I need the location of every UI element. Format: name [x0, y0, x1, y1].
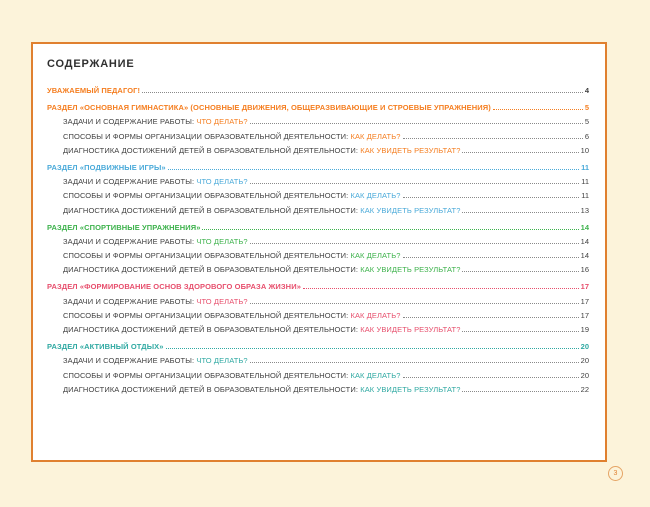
toc-entry-highlight: ЧТО ДЕЛАТЬ?	[196, 117, 248, 127]
dot-leader	[250, 362, 579, 363]
toc-entry-page: 22	[580, 384, 589, 394]
toc-entry-page: 11	[581, 177, 589, 187]
toc-entry-highlight: КАК УВИДЕТЬ РЕЗУЛЬТАТ?	[360, 145, 461, 155]
toc-item[interactable]	[47, 354, 589, 368]
toc-item[interactable]	[47, 175, 589, 189]
toc-entry-highlight: ЧТО ДЕЛАТЬ?	[196, 296, 248, 306]
dot-leader	[250, 303, 579, 304]
page-number: 3	[613, 470, 618, 477]
toc-entry-label: РАЗДЕЛ «АКТИВНЫЙ ОТДЫХ»	[47, 342, 164, 352]
toc-entry-highlight: ЧТО ДЕЛАТЬ?	[196, 356, 248, 366]
toc-entry-label: СПОСОБЫ И ФОРМЫ ОРГАНИЗАЦИИ ОБРАЗОВАТЕЛЬНОЙ ДЕЯТЕЛЬНОСТИ: КАК ДЕЛАТЬ?	[63, 370, 401, 380]
toc-entry-highlight: КАК УВИДЕТЬ РЕЗУЛЬТАТ?	[360, 325, 461, 334]
dot-leader	[462, 331, 578, 332]
toc-entry-page: 11	[581, 162, 589, 172]
dot-leader	[403, 257, 579, 258]
toc-item[interactable]	[47, 383, 589, 397]
toc-item[interactable]	[47, 130, 589, 144]
toc-entry-page: 14	[580, 222, 589, 232]
dot-leader	[168, 169, 579, 170]
toc-entry-label: ДИАГНОСТИКА ДОСТИЖЕНИЙ ДЕТЕЙ В ОБРАЗОВАТЕЛЬНОЙ ДЕЯТЕЛЬНОСТИ: КАК УВИДЕТЬ РЕЗУЛЬТАТ?	[63, 265, 461, 275]
dot-leader	[462, 212, 578, 213]
toc-entry-highlight: ЧТО ДЕЛАТЬ?	[196, 177, 248, 187]
toc-entry-label: РАЗДЕЛ «СПОРТИВНЫЕ УПРАЖНЕНИЯ»	[47, 222, 201, 232]
toc-entry-label: СПОСОБЫ И ФОРМЫ ОРГАНИЗАЦИИ ОБРАЗОВАТЕЛЬНОЙ ДЕЯТЕЛЬНОСТИ: КАК ДЕЛАТЬ?	[63, 131, 401, 141]
toc-list	[47, 84, 589, 397]
toc-entry-page: 13	[580, 205, 589, 215]
dot-leader	[403, 138, 583, 139]
toc-section-title[interactable]	[47, 161, 589, 175]
dot-leader	[462, 271, 578, 272]
dot-leader	[403, 377, 579, 378]
toc-entry-label: РАЗДЕЛ «ОСНОВНАЯ ГИМНАСТИКА» (ОСНОВНЫЕ ДВИЖЕНИЯ, ОБЩЕРАЗВИВАЮЩИЕ И СТРОЕВЫЕ УПРАЖНЕНИЯ)	[47, 103, 491, 113]
dot-leader	[202, 229, 578, 230]
toc-entry-label: СПОСОБЫ И ФОРМЫ ОРГАНИЗАЦИИ ОБРАЗОВАТЕЛЬНОЙ ДЕЯТЕЛЬНОСТИ: КАК ДЕЛАТЬ?	[63, 191, 401, 201]
toc-entry-label: ДИАГНОСТИКА ДОСТИЖЕНИЙ ДЕТЕЙ В ОБРАЗОВАТЕЛЬНОЙ ДЕЯТЕЛЬНОСТИ: КАК УВИДЕТЬ РЕЗУЛЬТАТ?	[63, 384, 461, 394]
dot-leader	[493, 109, 583, 110]
toc-entry-label: СПОСОБЫ И ФОРМЫ ОРГАНИЗАЦИИ ОБРАЗОВАТЕЛЬНОЙ ДЕЯТЕЛЬНОСТИ: КАК ДЕЛАТЬ?	[63, 310, 401, 320]
toc-entry-page: 19	[580, 325, 589, 334]
dot-leader	[250, 123, 583, 124]
toc-entry-label: РАЗДЕЛ «ФОРМИРОВАНИЕ ОСНОВ ЗДОРОВОГО ОБРАЗА ЖИЗНИ»	[47, 282, 301, 292]
dot-leader	[462, 391, 578, 392]
toc-section-title[interactable]	[47, 280, 589, 294]
toc-item[interactable]	[47, 189, 589, 203]
toc-entry-highlight: КАК УВИДЕТЬ РЕЗУЛЬТАТ?	[360, 205, 461, 215]
toc-item[interactable]	[47, 235, 589, 249]
dot-leader	[250, 243, 579, 244]
toc-entry-highlight: КАК ДЕЛАТЬ?	[350, 310, 401, 320]
toc-entry-highlight: ЧТО ДЕЛАТЬ?	[196, 236, 248, 246]
toc-item[interactable]	[47, 263, 589, 277]
toc-entry-page: 20	[580, 342, 589, 352]
toc-entry-page: 11	[581, 191, 589, 201]
toc-entry-page: 4	[584, 86, 589, 95]
toc-entry-page: 17	[580, 310, 589, 320]
dot-leader	[403, 317, 579, 318]
toc-entry-label: СПОСОБЫ И ФОРМЫ ОРГАНИЗАЦИИ ОБРАЗОВАТЕЛЬНОЙ ДЕЯТЕЛЬНОСТИ: КАК ДЕЛАТЬ?	[63, 251, 401, 261]
toc-entry-label: ДИАГНОСТИКА ДОСТИЖЕНИЙ ДЕТЕЙ В ОБРАЗОВАТЕЛЬНОЙ ДЕЯТЕЛЬНОСТИ: КАК УВИДЕТЬ РЕЗУЛЬТАТ?	[63, 325, 461, 334]
toc-entry-highlight: КАК ДЕЛАТЬ?	[350, 131, 401, 141]
dot-leader	[403, 197, 580, 198]
toc-entry-label: ЗАДАЧИ И СОДЕРЖАНИЕ РАБОТЫ: ЧТО ДЕЛАТЬ?	[63, 117, 248, 127]
toc-entry-label: ДИАГНОСТИКА ДОСТИЖЕНИЙ ДЕТЕЙ В ОБРАЗОВАТЕЛЬНОЙ ДЕЯТЕЛЬНОСТИ: КАК УВИДЕТЬ РЕЗУЛЬТАТ?	[63, 205, 461, 215]
toc-entry-page: 20	[580, 356, 589, 366]
toc-entry-page: 5	[584, 103, 589, 113]
page-title: СОДЕРЖАНИЕ	[47, 58, 135, 70]
toc-entry-label: ЗАДАЧИ И СОДЕРЖАНИЕ РАБОТЫ: ЧТО ДЕЛАТЬ?	[63, 356, 248, 366]
dot-leader	[250, 183, 580, 184]
toc-entry-label: РАЗДЕЛ «ПОДВИЖНЫЕ ИГРЫ»	[47, 162, 166, 172]
toc-item[interactable]	[47, 249, 589, 263]
toc-entry-label: ЗАДАЧИ И СОДЕРЖАНИЕ РАБОТЫ: ЧТО ДЕЛАТЬ?	[63, 296, 248, 306]
toc-entry-highlight: КАК ДЕЛАТЬ?	[350, 251, 401, 261]
toc-entry-page: 14	[580, 251, 589, 261]
page-number-badge	[608, 466, 623, 481]
toc-entry-highlight: КАК ДЕЛАТЬ?	[350, 191, 401, 201]
toc-item[interactable]	[47, 204, 589, 218]
toc-entry-label: ЗАДАЧИ И СОДЕРЖАНИЕ РАБОТЫ: ЧТО ДЕЛАТЬ?	[63, 236, 248, 246]
toc-entry-page: 5	[584, 117, 589, 127]
toc-entry-page: 14	[580, 236, 589, 246]
toc-entry-page: 17	[580, 296, 589, 306]
toc-entry-label: ДИАГНОСТИКА ДОСТИЖЕНИЙ ДЕТЕЙ В ОБРАЗОВАТЕЛЬНОЙ ДЕЯТЕЛЬНОСТИ: КАК УВИДЕТЬ РЕЗУЛЬТАТ?	[63, 145, 461, 155]
toc-entry-highlight: КАК УВИДЕТЬ РЕЗУЛЬТАТ?	[360, 384, 461, 394]
toc-section-title[interactable]	[47, 101, 589, 115]
toc-entry-highlight: КАК ДЕЛАТЬ?	[350, 370, 401, 380]
toc-item[interactable]	[47, 115, 589, 129]
toc-item[interactable]	[47, 309, 589, 323]
toc-entry-label: УВАЖАЕМЫЙ ПЕДАГОГ!	[47, 86, 141, 95]
dot-leader	[303, 288, 579, 289]
toc-entry-page: 17	[580, 282, 589, 292]
toc-entry-page: 6	[584, 131, 589, 141]
toc-entry-page: 20	[580, 370, 589, 380]
toc-entry-highlight: КАК УВИДЕТЬ РЕЗУЛЬТАТ?	[360, 265, 461, 275]
toc-item[interactable]	[47, 144, 589, 158]
toc-intro-entry[interactable]	[47, 84, 589, 98]
dot-leader	[462, 152, 578, 153]
toc-entry-page: 16	[580, 265, 589, 275]
toc-item[interactable]	[47, 369, 589, 383]
toc-entry-label: ЗАДАЧИ И СОДЕРЖАНИЕ РАБОТЫ: ЧТО ДЕЛАТЬ?	[63, 177, 248, 187]
dot-leader	[166, 348, 579, 349]
toc-section-title[interactable]	[47, 221, 589, 235]
toc-item[interactable]	[47, 323, 589, 337]
toc-item[interactable]	[47, 295, 589, 309]
dot-leader	[142, 92, 583, 93]
toc-content-box	[31, 42, 607, 462]
toc-section-title[interactable]	[47, 340, 589, 354]
toc-entry-page: 10	[580, 145, 589, 155]
